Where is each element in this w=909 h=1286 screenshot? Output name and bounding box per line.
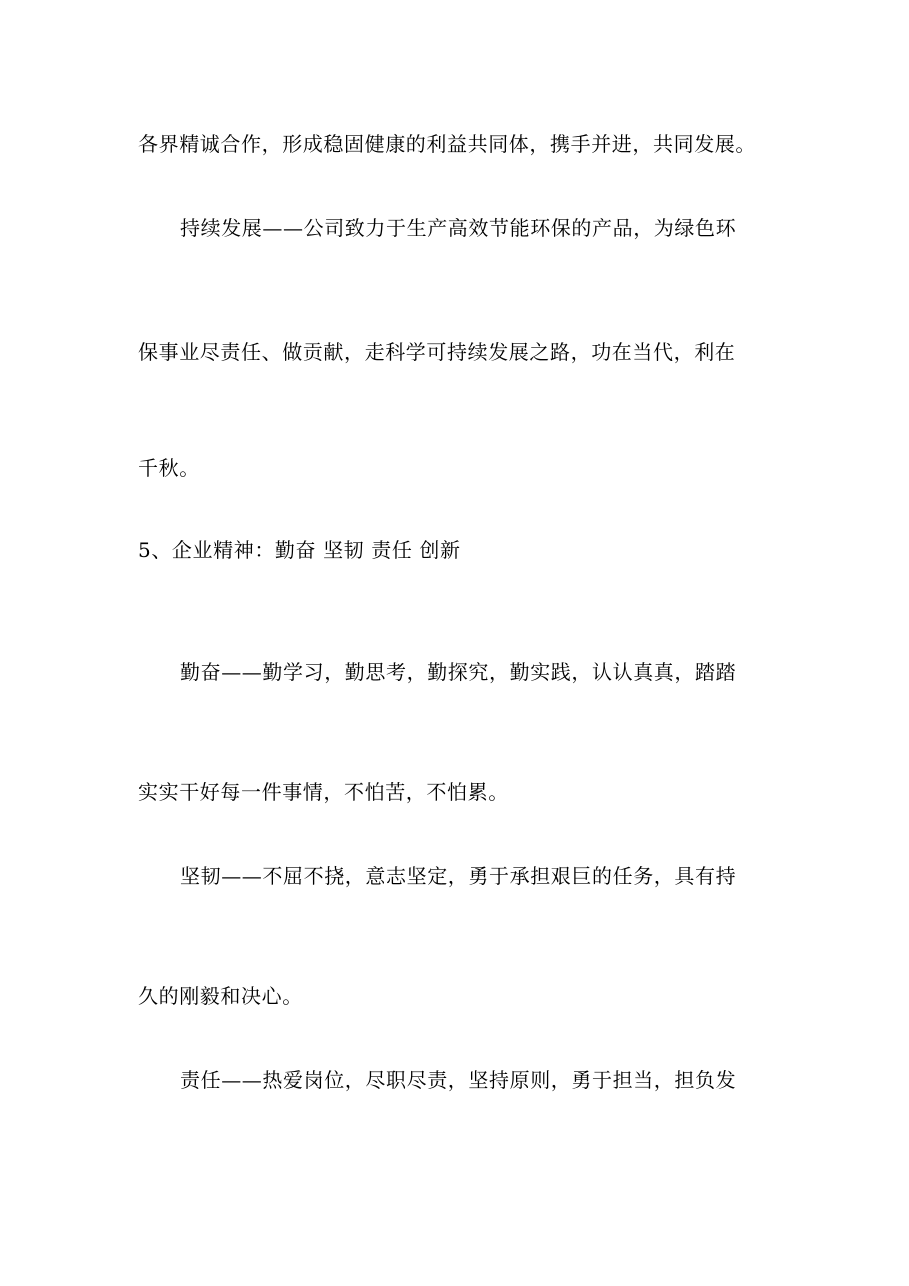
section-heading: 5、企业精神：勤奋 坚韧 责任 创新: [138, 538, 461, 562]
text-line: 久的刚毅和决心。: [138, 984, 303, 1008]
text-line: 各界精诚合作，形成稳固健康的利益共同体，携手并进，共同发展。: [138, 132, 756, 156]
text-line: 实实干好每一件事情，不怕苦，不怕累。: [138, 780, 509, 804]
text-line: 勤奋——勤学习，勤思考，勤探究，勤实践，认认真真，踏踏: [180, 660, 737, 684]
text-line: 持续发展——公司致力于生产高效节能环保的产品，为绿色环: [180, 216, 737, 240]
text-line: 责任——热爱岗位，尽职尽责，坚持原则，勇于担当，担负发: [180, 1068, 737, 1092]
text-line: 保事业尽责任、做贡献，走科学可持续发展之路，功在当代，利在: [138, 340, 736, 364]
text-line: 坚韧——不屈不挠，意志坚定，勇于承担艰巨的任务，具有持: [180, 864, 737, 888]
text-line: 千秋。: [138, 456, 200, 480]
